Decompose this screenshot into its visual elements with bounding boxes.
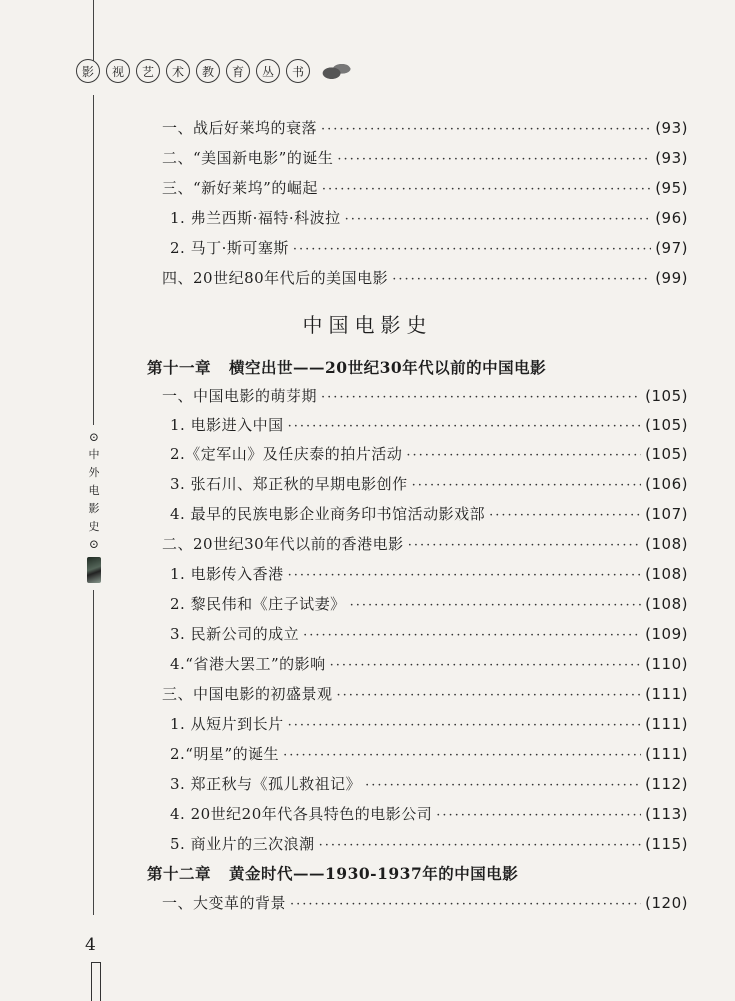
toc-entry-page: (113): [645, 805, 688, 823]
chapter-number: 第十二章: [147, 864, 212, 883]
toc-entry-title: 三、“新好莱坞”的崛起: [162, 179, 318, 197]
toc-entry-page: (105): [645, 445, 688, 463]
toc-entry-title: 3. 民新公司的成立: [170, 625, 300, 643]
toc-entry-title: 2.《定军山》及任庆泰的拍片活动: [170, 445, 403, 463]
toc-entry[interactable]: [170, 623, 688, 644]
chapter-title: 横空出世——20世纪30年代以前的中国电影: [229, 358, 547, 377]
chapter-title: 黄金时代——1930-1937年的中国电影: [229, 864, 519, 883]
toc-entry-title: 1. 电影进入中国: [170, 416, 284, 434]
toc-entry-page: (111): [645, 745, 688, 763]
toc-entry[interactable]: [162, 147, 688, 168]
toc-entry[interactable]: [170, 443, 688, 464]
series-char: 丛: [256, 59, 280, 83]
toc-entry[interactable]: [170, 473, 688, 494]
toc-entry-page: (111): [645, 715, 688, 733]
section-title: 中国电影史: [302, 313, 433, 337]
toc-entry-title: 1. 从短片到长片: [170, 715, 284, 733]
chapter-number: 第十一章: [147, 358, 212, 377]
toc-entry-page: (93): [655, 149, 688, 167]
toc-entry[interactable]: [170, 743, 688, 764]
toc-entry[interactable]: [162, 683, 688, 704]
page-number: 4: [85, 935, 96, 955]
toc-entry-title: 1. 弗兰西斯·福特·科波拉: [170, 209, 341, 227]
toc-entry-page: (106): [645, 475, 688, 493]
toc-entry[interactable]: [170, 833, 688, 854]
page-edge-tab: [91, 962, 101, 1001]
toc-entry[interactable]: [170, 653, 688, 674]
toc-entry-title: 2. 马丁·斯可塞斯: [170, 239, 289, 257]
toc-entry-title: 4.“省港大罢工”的影响: [170, 655, 326, 673]
toc-entry-page: (107): [645, 505, 688, 523]
toc-entry-page: (110): [645, 655, 688, 673]
toc-entry-page: (108): [645, 535, 688, 553]
circle-bullet-icon: ⊙: [88, 430, 100, 444]
toc-entry[interactable]: [162, 892, 688, 913]
toc-entry-title: 3. 张石川、郑正秋的早期电影创作: [170, 475, 408, 493]
toc-entry[interactable]: [162, 533, 688, 554]
toc-entry[interactable]: [162, 117, 688, 138]
toc-entry-title: 四、20世纪80年代后的美国电影: [162, 269, 389, 287]
toc-entry-title: 一、战后好莱坞的衰落: [162, 119, 318, 137]
toc-entry-page: (95): [655, 179, 688, 197]
toc-entry-page: (108): [645, 565, 688, 583]
toc-entry[interactable]: [162, 177, 688, 198]
toc-entry-page: (115): [645, 835, 688, 853]
toc-entry-title: 二、“美国新电影”的诞生: [162, 149, 334, 167]
toc-entry-page: (111): [645, 685, 688, 703]
toc-entry-page: (93): [655, 119, 688, 137]
vertical-title-char: 影: [88, 502, 100, 515]
toc-entry[interactable]: [170, 593, 688, 614]
toc-entry-page: (105): [645, 416, 688, 434]
toc-entry-title: 5. 商业片的三次浪潮: [170, 835, 315, 853]
toc-entry-title: 2. 黎民伟和《庄子试妻》: [170, 595, 346, 613]
toc-entry[interactable]: [170, 563, 688, 584]
toc-entry-title: 4. 20世纪20年代各具特色的电影公司: [170, 805, 433, 823]
toc-entry-title: 二、20世纪30年代以前的香港电影: [162, 535, 404, 553]
toc-entry-title: 一、中国电影的萌芽期: [162, 387, 318, 405]
toc-entry[interactable]: [170, 414, 688, 435]
toc-entry[interactable]: [170, 207, 688, 228]
toc-entry-page: (105): [645, 387, 688, 405]
toc-entry-page: (99): [655, 269, 688, 287]
toc-entry[interactable]: [170, 773, 688, 794]
circle-bullet-icon: ⊙: [88, 537, 100, 551]
toc-entry[interactable]: [162, 385, 688, 406]
toc-entry-title: 1. 电影传入香港: [170, 565, 284, 583]
series-char: 教: [196, 59, 220, 83]
toc-entry[interactable]: [162, 267, 688, 288]
chapter-heading[interactable]: [147, 862, 518, 884]
vertical-title-char: 中: [88, 448, 100, 461]
toc-entry[interactable]: [170, 503, 688, 524]
toc-entry-title: 2.“明星”的诞生: [170, 745, 280, 763]
toc-entry[interactable]: [170, 237, 688, 258]
toc-entry-page: (97): [655, 239, 688, 257]
toc-entry[interactable]: [170, 803, 688, 824]
series-char: 书: [286, 59, 310, 83]
toc-entry-page: (120): [645, 894, 688, 912]
toc-entry-title: 一、大变革的背景: [162, 894, 287, 912]
toc-entry-page: (96): [655, 209, 688, 227]
series-char: 影: [76, 59, 100, 83]
series-char: 视: [106, 59, 130, 83]
series-char: 艺: [136, 59, 160, 83]
vertical-title-char: 史: [88, 520, 100, 533]
toc-entry-page: (109): [645, 625, 688, 643]
toc-entry-title: 三、中国电影的初盛景观: [162, 685, 333, 703]
toc-entry[interactable]: [170, 713, 688, 734]
chapter-heading[interactable]: [147, 356, 546, 378]
toc-entry-page: (108): [645, 595, 688, 613]
toc-entry-title: 4. 最早的民族电影企业商务印书馆活动影戏部: [170, 505, 486, 523]
toc-entry-page: (112): [645, 775, 688, 793]
vertical-title-char: 电: [88, 484, 100, 497]
toc-entry-title: 3. 郑正秋与《孤儿救祖记》: [170, 775, 362, 793]
vertical-title-char: 外: [88, 466, 100, 479]
series-char: 育: [226, 59, 250, 83]
series-char: 术: [166, 59, 190, 83]
